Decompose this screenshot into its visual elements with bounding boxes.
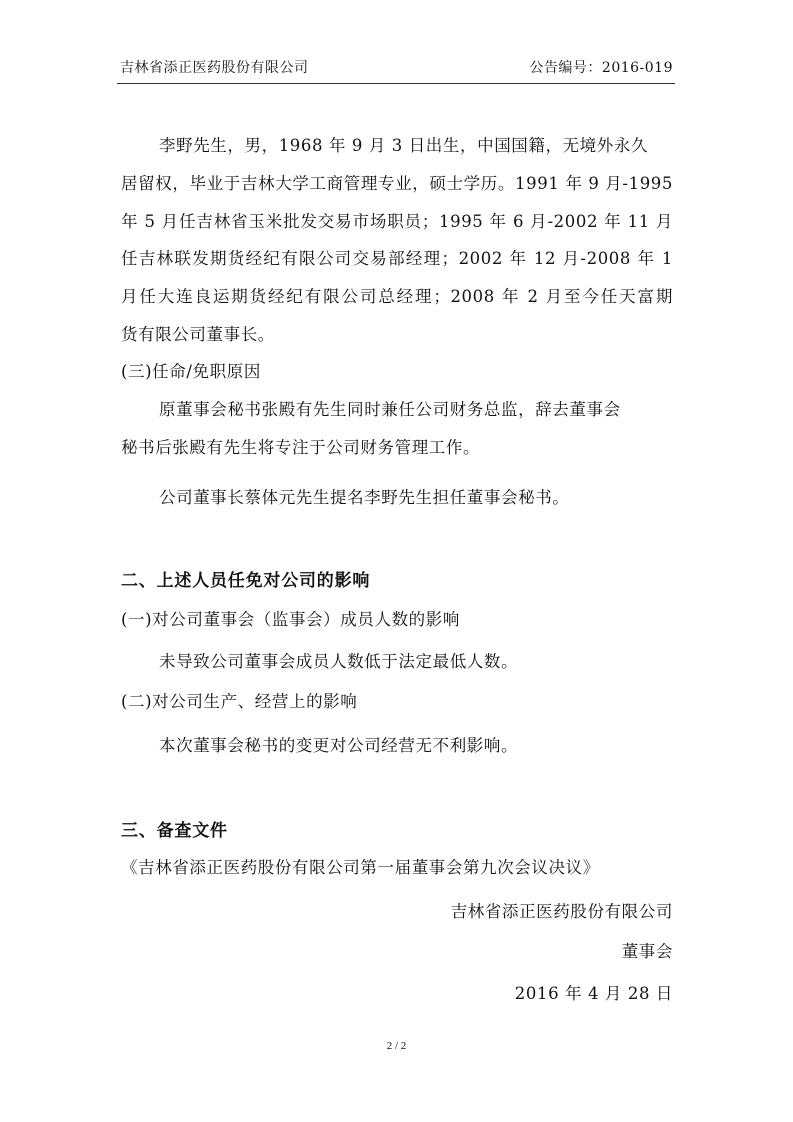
section-heading-impact: 二、上述人员任免对公司的影响 [121, 571, 371, 591]
page-header [120, 57, 673, 79]
bio-line-3: 年 5 月任吉林省玉米批发交易市场职员；1995 年 6 月-2002 年 11 月 [121, 212, 673, 231]
reference-document: 《吉林省添正医药股份有限公司第一届董事会第九次会议决议》 [121, 858, 600, 877]
reason-paragraph-1-line-2: 秘书后张殿有先生将专注于公司财务管理工作。 [121, 438, 481, 457]
signature-company: 吉林省添正医药股份有限公司 [450, 902, 673, 921]
signature-board: 董事会 [621, 942, 673, 961]
impact-text-2: 本次董事会秘书的变更对公司经营无不利影响。 [159, 736, 519, 755]
bio-line-4: 任吉林联发期货经纪有限公司交易部经理；2002 年 12 月-2008 年 1 [121, 249, 673, 268]
impact-subheading-2: (二)对公司生产、经营上的影响 [121, 692, 358, 711]
header-company-name: 吉林省添正医药股份有限公司 [120, 60, 309, 76]
header-notice-number: 公告编号：2016-019 [529, 60, 673, 76]
reason-title: (三)任命/免职原因 [121, 362, 261, 381]
signature-date: 2016 年 4 月 28 日 [514, 984, 673, 1003]
header-divider [117, 83, 675, 84]
page-number: 2 / 2 [386, 1040, 407, 1052]
section-heading-files: 三、备查文件 [121, 821, 228, 841]
impact-subheading-1: (一)对公司董事会（监事会）成员人数的影响 [121, 610, 460, 629]
reason-paragraph-1-line-1: 原董事会秘书张殿有先生同时兼任公司财务总监，辞去董事会 [159, 400, 621, 419]
bio-line-1: 李野先生，男，1968 年 9 月 3 日出生，中国国籍，无境外永久 [159, 136, 649, 155]
bio-line-5: 月任大连良运期货经纪有限公司总经理；2008 年 2 月至今任天富期 [121, 287, 673, 306]
impact-text-1: 未导致公司董事会成员人数低于法定最低人数。 [159, 652, 519, 671]
reason-paragraph-2: 公司董事长蔡体元先生提名李野先生担任董事会秘书。 [159, 488, 570, 507]
bio-line-6: 货有限公司董事长。 [121, 325, 275, 344]
bio-line-2: 居留权，毕业于吉林大学工商管理专业，硕士学历。1991 年 9 月-1995 [121, 174, 673, 193]
